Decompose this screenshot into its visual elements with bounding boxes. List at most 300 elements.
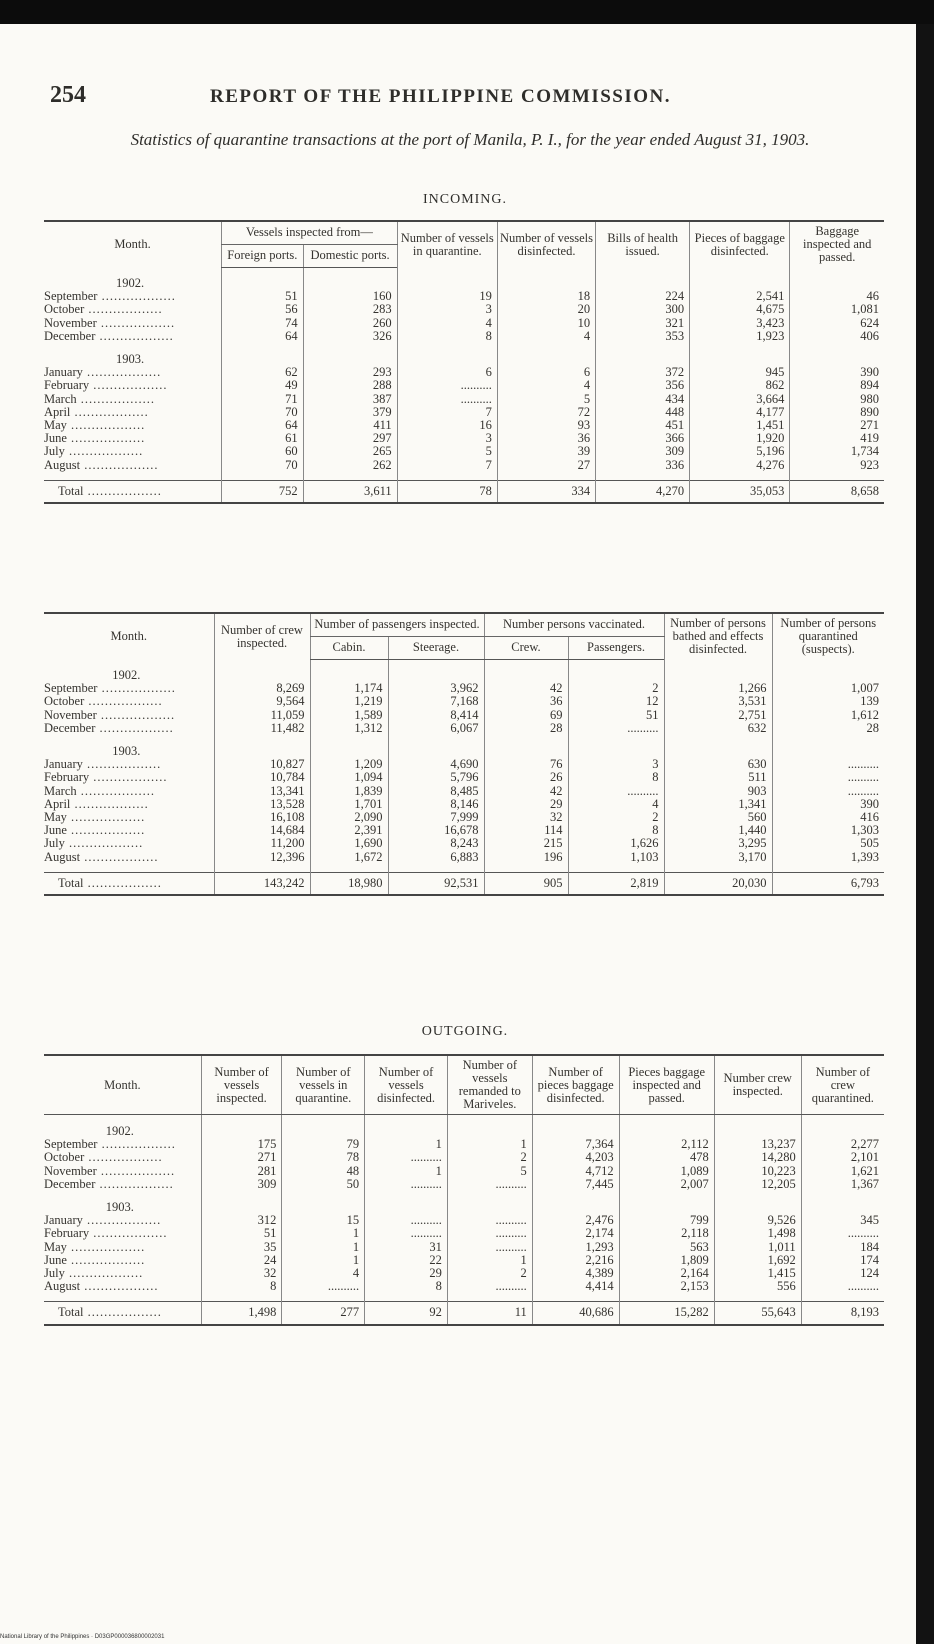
value-cell: 2 xyxy=(447,1151,532,1164)
value-cell: 1,341 xyxy=(664,798,772,811)
year-label: 1903. xyxy=(105,1200,134,1215)
col-vessels-quarantine: Number of vessels in quarantine. xyxy=(282,1055,365,1115)
value-cell: 1,303 xyxy=(772,824,884,837)
scan-top-border xyxy=(0,0,934,24)
value-cell: 2,101 xyxy=(801,1151,884,1164)
value-cell: 8,243 xyxy=(388,837,484,850)
table-row xyxy=(44,837,884,850)
value-cell: 336 xyxy=(596,459,690,472)
value-cell: 903 xyxy=(664,785,772,798)
value-cell: 42 xyxy=(484,682,568,695)
total-cell: 92,531 xyxy=(388,872,484,895)
value-cell: .......... xyxy=(772,771,884,784)
value-cell: 18 xyxy=(497,290,595,303)
col-bills-of-health: Bills of health issued. xyxy=(596,221,690,267)
total-row xyxy=(44,872,884,895)
value-cell: 7,999 xyxy=(388,811,484,824)
value-cell: 78 xyxy=(282,1151,365,1164)
value-cell: .......... xyxy=(772,758,884,771)
value-cell: 3,423 xyxy=(690,317,790,330)
value-cell: 5,796 xyxy=(388,771,484,784)
month-cell: March ..... xyxy=(44,393,222,406)
value-cell: 8,485 xyxy=(388,785,484,798)
value-cell: 2,007 xyxy=(619,1178,714,1191)
value-cell: 62 xyxy=(222,366,303,379)
month-cell: May ..... xyxy=(44,1241,201,1254)
value-cell: 321 xyxy=(596,317,690,330)
total-label: Total ..... xyxy=(44,872,214,895)
month-cell: July ..... xyxy=(44,1267,201,1280)
value-cell: 980 xyxy=(790,393,884,406)
table-row xyxy=(44,709,884,722)
value-cell: 4,203 xyxy=(532,1151,619,1164)
table-row xyxy=(44,1280,884,1293)
table-row xyxy=(44,330,884,343)
value-cell: .......... xyxy=(568,722,664,735)
value-cell: 5 xyxy=(397,445,497,458)
value-cell: 215 xyxy=(484,837,568,850)
total-cell: 143,242 xyxy=(214,872,310,895)
col-vessels-disinfected: Number of vessels disinfected. xyxy=(497,221,595,267)
value-cell: 1,672 xyxy=(310,851,388,864)
table-row xyxy=(44,771,884,784)
value-cell: .......... xyxy=(447,1214,532,1227)
value-cell: 353 xyxy=(596,330,690,343)
table-row xyxy=(44,1227,884,1240)
col-passengers-inspected: Number of passengers inspected. xyxy=(310,613,484,636)
page-number: 254 xyxy=(50,82,86,108)
value-cell: 8,146 xyxy=(388,798,484,811)
table-row xyxy=(44,695,884,708)
value-cell: 1,612 xyxy=(772,709,884,722)
value-cell: .......... xyxy=(447,1227,532,1240)
value-cell: 505 xyxy=(772,837,884,850)
value-cell: 61 xyxy=(222,432,303,445)
value-cell: 356 xyxy=(596,379,690,392)
value-cell: .......... xyxy=(282,1280,365,1293)
total-cell: 6,793 xyxy=(772,872,884,895)
running-head: REPORT OF THE PHILIPPINE COMMISSION. xyxy=(210,86,672,107)
month-cell: February ..... xyxy=(44,1227,201,1240)
month-cell: August ..... xyxy=(44,1280,201,1293)
value-cell: 1,266 xyxy=(664,682,772,695)
table-row xyxy=(44,1214,884,1227)
value-cell: 3,170 xyxy=(664,851,772,864)
outgoing-heading: OUTGOING. xyxy=(421,1024,509,1039)
value-cell: .......... xyxy=(365,1178,448,1191)
month-cell: January ..... xyxy=(44,758,214,771)
value-cell: 4 xyxy=(497,379,595,392)
value-cell: 5 xyxy=(447,1165,532,1178)
value-cell: 312 xyxy=(201,1214,282,1227)
value-cell: 406 xyxy=(790,330,884,343)
value-cell: 71 xyxy=(222,393,303,406)
value-cell: 416 xyxy=(772,811,884,824)
value-cell: 114 xyxy=(484,824,568,837)
value-cell: 49 xyxy=(222,379,303,392)
col-baggage-passed: Pieces baggage inspected and passed. xyxy=(619,1055,714,1115)
value-cell: 13,528 xyxy=(214,798,310,811)
value-cell: 283 xyxy=(303,303,397,316)
value-cell: 419 xyxy=(790,432,884,445)
value-cell: 5,196 xyxy=(690,445,790,458)
value-cell: 72 xyxy=(497,406,595,419)
page-header xyxy=(50,82,880,112)
value-cell: 1,621 xyxy=(801,1165,884,1178)
value-cell: 51 xyxy=(222,290,303,303)
month-cell: September ..... xyxy=(44,682,214,695)
value-cell: 39 xyxy=(497,445,595,458)
table-row xyxy=(44,1178,884,1191)
col-vessels-quarantine: Number of vessels in quarantine. xyxy=(397,221,497,267)
value-cell: 271 xyxy=(790,419,884,432)
month-cell: May ..... xyxy=(44,811,214,824)
value-cell: 451 xyxy=(596,419,690,432)
value-cell: 12,205 xyxy=(714,1178,801,1191)
value-cell: 1,451 xyxy=(690,419,790,432)
value-cell: 9,526 xyxy=(714,1214,801,1227)
value-cell: .......... xyxy=(772,785,884,798)
value-cell: 35 xyxy=(201,1241,282,1254)
value-cell: 326 xyxy=(303,330,397,343)
value-cell: 8,269 xyxy=(214,682,310,695)
value-cell: 60 xyxy=(222,445,303,458)
value-cell: .......... xyxy=(568,785,664,798)
value-cell: 293 xyxy=(303,366,397,379)
value-cell: 93 xyxy=(497,419,595,432)
value-cell: 1,367 xyxy=(801,1178,884,1191)
value-cell: 28 xyxy=(772,722,884,735)
value-cell: 1,312 xyxy=(310,722,388,735)
value-cell: 174 xyxy=(801,1254,884,1267)
value-cell: 160 xyxy=(303,290,397,303)
value-cell: 4 xyxy=(497,330,595,343)
table-row xyxy=(44,303,884,316)
value-cell: 262 xyxy=(303,459,397,472)
value-cell: 1,011 xyxy=(714,1241,801,1254)
value-cell: 48 xyxy=(282,1165,365,1178)
value-cell: 4,690 xyxy=(388,758,484,771)
value-cell: 281 xyxy=(201,1165,282,1178)
value-cell: 56 xyxy=(222,303,303,316)
month-cell: April ..... xyxy=(44,798,214,811)
value-cell: 1,094 xyxy=(310,771,388,784)
value-cell: 7,364 xyxy=(532,1138,619,1151)
value-cell: 8,414 xyxy=(388,709,484,722)
month-cell: July ..... xyxy=(44,445,222,458)
col-persons-bathed: Number of persons bathed and effects disinfected. xyxy=(664,613,772,659)
month-cell: December ..... xyxy=(44,330,222,343)
col-pieces-disinfected: Number of pieces baggage disinfected. xyxy=(532,1055,619,1115)
year-label: 1902. xyxy=(115,276,145,290)
year-label: 1902. xyxy=(105,1124,134,1138)
value-cell: 288 xyxy=(303,379,397,392)
total-cell: 40,686 xyxy=(532,1302,619,1325)
value-cell: 7 xyxy=(397,406,497,419)
value-cell: 390 xyxy=(790,366,884,379)
value-cell: 64 xyxy=(222,330,303,343)
value-cell: 14,684 xyxy=(214,824,310,837)
value-cell: 36 xyxy=(497,432,595,445)
month-cell: February ..... xyxy=(44,379,222,392)
month-cell: September ..... xyxy=(44,1138,201,1151)
value-cell: 556 xyxy=(714,1280,801,1293)
col-vaccinated-crew: Crew. xyxy=(484,636,568,659)
col-cabin: Cabin. xyxy=(310,636,388,659)
value-cell: 175 xyxy=(201,1138,282,1151)
month-cell: June ..... xyxy=(44,824,214,837)
value-cell: 1,626 xyxy=(568,837,664,850)
value-cell: 632 xyxy=(664,722,772,735)
value-cell: 42 xyxy=(484,785,568,798)
value-cell: 945 xyxy=(690,366,790,379)
value-cell: 4,675 xyxy=(690,303,790,316)
month-cell: April ..... xyxy=(44,406,222,419)
value-cell: 6 xyxy=(497,366,595,379)
total-row xyxy=(44,480,884,503)
value-cell: 24 xyxy=(201,1254,282,1267)
table-row xyxy=(44,785,884,798)
total-cell: 2,819 xyxy=(568,872,664,895)
value-cell: 4,414 xyxy=(532,1280,619,1293)
value-cell: 76 xyxy=(484,758,568,771)
year-label: 1903. xyxy=(115,352,145,367)
value-cell: 390 xyxy=(772,798,884,811)
col-foreign-ports: Foreign ports. xyxy=(222,244,303,267)
total-cell: 8,658 xyxy=(790,480,884,503)
value-cell: 2,277 xyxy=(801,1138,884,1151)
value-cell: 4,276 xyxy=(690,459,790,472)
month-cell: July ..... xyxy=(44,837,214,850)
col-vessels-remanded: Number of vessels remanded to Mariveles. xyxy=(447,1055,532,1115)
value-cell: 3,295 xyxy=(664,837,772,850)
total-cell: 4,270 xyxy=(596,480,690,503)
total-cell: 277 xyxy=(282,1302,365,1325)
value-cell: 12,396 xyxy=(214,851,310,864)
value-cell: 2,541 xyxy=(690,290,790,303)
value-cell: 3,664 xyxy=(690,393,790,406)
total-label: Total ..... xyxy=(44,1302,201,1325)
value-cell: 379 xyxy=(303,406,397,419)
value-cell: 1,690 xyxy=(310,837,388,850)
value-cell: 36 xyxy=(484,695,568,708)
table-row xyxy=(44,1151,884,1164)
value-cell: 13,237 xyxy=(714,1138,801,1151)
col-pieces-baggage: Pieces of baggage disinfected. xyxy=(690,221,790,267)
value-cell: 3,531 xyxy=(664,695,772,708)
value-cell: 411 xyxy=(303,419,397,432)
value-cell: 22 xyxy=(365,1254,448,1267)
table-row xyxy=(44,1241,884,1254)
value-cell: .......... xyxy=(801,1227,884,1240)
value-cell: 8 xyxy=(397,330,497,343)
value-cell: 265 xyxy=(303,445,397,458)
month-cell: June ..... xyxy=(44,432,222,445)
value-cell: 184 xyxy=(801,1241,884,1254)
value-cell: 26 xyxy=(484,771,568,784)
value-cell: 31 xyxy=(365,1241,448,1254)
value-cell: 19 xyxy=(397,290,497,303)
value-cell: 1 xyxy=(447,1138,532,1151)
value-cell: 372 xyxy=(596,366,690,379)
month-cell: August ..... xyxy=(44,459,222,472)
month-cell: October ..... xyxy=(44,303,222,316)
value-cell: 1 xyxy=(365,1165,448,1178)
value-cell: .......... xyxy=(447,1178,532,1191)
value-cell: .......... xyxy=(447,1241,532,1254)
value-cell: 70 xyxy=(222,459,303,472)
table-row xyxy=(44,379,884,392)
value-cell: 15 xyxy=(282,1214,365,1227)
month-cell: November ..... xyxy=(44,1165,201,1178)
value-cell: .......... xyxy=(397,393,497,406)
value-cell: 4 xyxy=(568,798,664,811)
value-cell: 1,293 xyxy=(532,1241,619,1254)
value-cell: .......... xyxy=(365,1227,448,1240)
value-cell: 1,219 xyxy=(310,695,388,708)
value-cell: 11,200 xyxy=(214,837,310,850)
incoming-heading: INCOMING. xyxy=(422,192,508,207)
total-label: Total ..... xyxy=(44,480,222,503)
table-row xyxy=(44,393,884,406)
value-cell: 1,393 xyxy=(772,851,884,864)
total-cell: 15,282 xyxy=(619,1302,714,1325)
value-cell: 1,701 xyxy=(310,798,388,811)
value-cell: 7,168 xyxy=(388,695,484,708)
col-domestic-ports: Domestic ports. xyxy=(303,244,397,267)
total-cell: 35,053 xyxy=(690,480,790,503)
value-cell: 271 xyxy=(201,1151,282,1164)
value-cell: 12 xyxy=(568,695,664,708)
value-cell: 2,112 xyxy=(619,1138,714,1151)
month-cell: October ..... xyxy=(44,1151,201,1164)
scan-right-border xyxy=(916,24,934,1644)
value-cell: 32 xyxy=(484,811,568,824)
col-crew-inspected: Number crew inspected. xyxy=(714,1055,801,1115)
month-cell: October ..... xyxy=(44,695,214,708)
value-cell: 1,734 xyxy=(790,445,884,458)
month-cell: September ..... xyxy=(44,290,222,303)
month-cell: June ..... xyxy=(44,1254,201,1267)
col-persons-vaccinated: Number persons vaccinated. xyxy=(484,613,664,636)
value-cell: 434 xyxy=(596,393,690,406)
value-cell: 563 xyxy=(619,1241,714,1254)
value-cell: 1,007 xyxy=(772,682,884,695)
value-cell: 1,440 xyxy=(664,824,772,837)
value-cell: 1 xyxy=(282,1241,365,1254)
value-cell: 29 xyxy=(484,798,568,811)
value-cell: 1,103 xyxy=(568,851,664,864)
value-cell: 1 xyxy=(447,1254,532,1267)
value-cell: 6,883 xyxy=(388,851,484,864)
value-cell: 2,164 xyxy=(619,1267,714,1280)
value-cell: 1,589 xyxy=(310,709,388,722)
value-cell: 4,177 xyxy=(690,406,790,419)
value-cell: 139 xyxy=(772,695,884,708)
value-cell: .......... xyxy=(801,1280,884,1293)
value-cell: 4 xyxy=(282,1267,365,1280)
total-cell: 11 xyxy=(447,1302,532,1325)
value-cell: 1,209 xyxy=(310,758,388,771)
value-cell: 16,678 xyxy=(388,824,484,837)
value-cell: 16 xyxy=(397,419,497,432)
value-cell: 10,223 xyxy=(714,1165,801,1178)
value-cell: 11,482 xyxy=(214,722,310,735)
month-cell: March ..... xyxy=(44,785,214,798)
col-persons-quarantined: Number of persons quarantined (suspects). xyxy=(772,613,884,659)
value-cell: 1,498 xyxy=(714,1227,801,1240)
value-cell: 29 xyxy=(365,1267,448,1280)
value-cell: 1,839 xyxy=(310,785,388,798)
value-cell: 51 xyxy=(201,1227,282,1240)
scan-footer: National Library of the Philippines · D03GP000036800002031 xyxy=(0,1634,165,1640)
value-cell: 4 xyxy=(397,317,497,330)
month-cell: November ..... xyxy=(44,709,214,722)
value-cell: 2,216 xyxy=(532,1254,619,1267)
col-month: Month. xyxy=(44,221,222,267)
value-cell: 6,067 xyxy=(388,722,484,735)
table-row xyxy=(44,851,884,864)
value-cell: 624 xyxy=(790,317,884,330)
value-cell: 1,081 xyxy=(790,303,884,316)
month-cell: December ..... xyxy=(44,1178,201,1191)
month-cell: January ..... xyxy=(44,1214,201,1227)
value-cell: 79 xyxy=(282,1138,365,1151)
value-cell: 28 xyxy=(484,722,568,735)
value-cell: 630 xyxy=(664,758,772,771)
value-cell: 923 xyxy=(790,459,884,472)
value-cell: 8 xyxy=(568,824,664,837)
value-cell: 2 xyxy=(568,682,664,695)
value-cell: 1,923 xyxy=(690,330,790,343)
month-cell: January ..... xyxy=(44,366,222,379)
value-cell: 32 xyxy=(201,1267,282,1280)
value-cell: 3 xyxy=(568,758,664,771)
value-cell: 309 xyxy=(201,1178,282,1191)
value-cell: .......... xyxy=(365,1151,448,1164)
value-cell: 1 xyxy=(365,1138,448,1151)
month-cell: May ..... xyxy=(44,419,222,432)
value-cell: 862 xyxy=(690,379,790,392)
table-row xyxy=(44,317,884,330)
value-cell: 1,920 xyxy=(690,432,790,445)
total-cell: 18,980 xyxy=(310,872,388,895)
value-cell: .......... xyxy=(397,379,497,392)
total-cell: 752 xyxy=(222,480,303,503)
total-cell: 905 xyxy=(484,872,568,895)
value-cell: 2,118 xyxy=(619,1227,714,1240)
total-cell: 334 xyxy=(497,480,595,503)
value-cell: 387 xyxy=(303,393,397,406)
value-cell: 3 xyxy=(397,303,497,316)
value-cell: 894 xyxy=(790,379,884,392)
value-cell: 2,090 xyxy=(310,811,388,824)
value-cell: 64 xyxy=(222,419,303,432)
value-cell: 2,751 xyxy=(664,709,772,722)
value-cell: 8 xyxy=(201,1280,282,1293)
month-cell: February ..... xyxy=(44,771,214,784)
value-cell: 297 xyxy=(303,432,397,445)
value-cell: 4,389 xyxy=(532,1267,619,1280)
value-cell: 10 xyxy=(497,317,595,330)
value-cell: 50 xyxy=(282,1178,365,1191)
value-cell: 10,784 xyxy=(214,771,310,784)
value-cell: 2,174 xyxy=(532,1227,619,1240)
value-cell: 890 xyxy=(790,406,884,419)
month-cell: December ..... xyxy=(44,722,214,735)
value-cell: 300 xyxy=(596,303,690,316)
table-row xyxy=(44,1165,884,1178)
